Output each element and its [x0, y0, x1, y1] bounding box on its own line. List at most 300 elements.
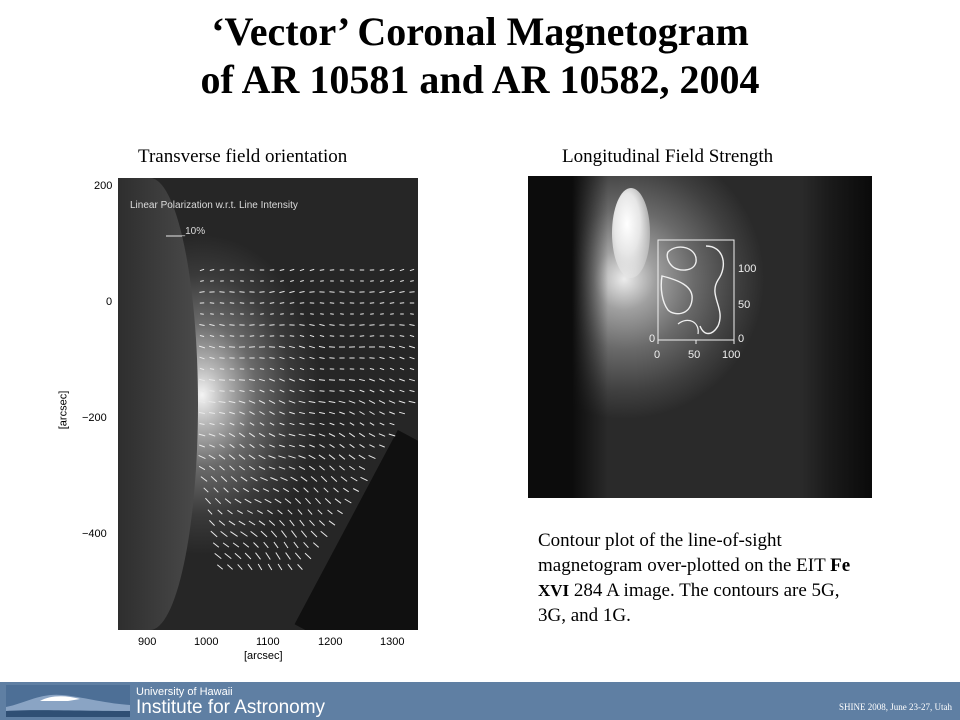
polarization-vector: [211, 476, 217, 481]
polarization-vector: [269, 434, 275, 437]
polarization-vector: [229, 433, 235, 436]
x-tick-label: 1200: [318, 636, 343, 648]
polarization-vector: [349, 433, 355, 437]
polarization-vector: [359, 325, 364, 326]
polarization-vector: [219, 521, 225, 526]
polarization-vector: [250, 390, 255, 391]
polarization-vector: [379, 401, 385, 404]
polarization-vector: [343, 488, 348, 492]
polarization-vector: [270, 390, 275, 392]
polarization-vector: [250, 444, 255, 447]
polarization-vector: [279, 467, 285, 469]
polarization-vector: [233, 488, 238, 492]
polarization-vector: [220, 423, 225, 425]
element-symbol: Fe: [830, 555, 851, 576]
polarization-vector: [200, 357, 205, 359]
polarization-vector: [221, 476, 227, 481]
polarization-vector: [259, 455, 266, 459]
polarization-vector: [259, 401, 265, 404]
polarization-vector: [329, 455, 335, 460]
polarization-image: [118, 178, 418, 630]
polarization-vector: [219, 434, 225, 437]
polarization-vector: [300, 423, 305, 424]
polarization-vector: [259, 379, 265, 381]
polarization-vector: [270, 478, 277, 481]
polarization-vector: [209, 346, 215, 348]
polarization-vector: [240, 444, 245, 447]
inset-left-tick-label: 0: [649, 333, 656, 345]
polarization-vector: [314, 488, 319, 493]
polarization-vector: [279, 379, 284, 381]
polarization-vector: [280, 314, 284, 315]
polarization-vector: [305, 498, 310, 504]
polarization-vector: [360, 390, 365, 392]
polarization-vector: [259, 521, 265, 525]
polarization-vector: [379, 412, 384, 415]
polarization-vector: [311, 531, 317, 537]
polarization-vector: [380, 270, 384, 271]
polarization-vector: [280, 357, 285, 358]
polarization-vector: [269, 358, 274, 359]
polarization-vector: [309, 401, 316, 402]
polarization-vector: [269, 400, 275, 403]
polarization-vector: [291, 531, 296, 538]
polarization-vector: [329, 347, 335, 348]
polarization-vector: [310, 281, 314, 282]
polarization-vector: [328, 510, 333, 514]
polarization-vector: [409, 346, 415, 348]
polarization-vector: [210, 391, 215, 392]
polarization-vector: [299, 434, 306, 436]
university-name: University of Hawaii: [136, 686, 233, 698]
polarization-vector: [270, 368, 274, 369]
polarization-vector: [280, 390, 285, 392]
polarization-vector: [240, 391, 245, 392]
polarization-vector: [310, 424, 315, 425]
polarization-vector: [390, 281, 394, 282]
polarization-vector: [295, 498, 300, 503]
polarization-vector: [235, 499, 241, 503]
polarization-vector: [266, 553, 271, 560]
polarization-vector: [205, 498, 210, 504]
slide-title-line-2: of AR 10581 and AR 10582, 2004: [200, 57, 760, 102]
polarization-vector: [209, 324, 214, 325]
polarization-vector: [230, 532, 237, 537]
polarization-vector: [210, 336, 214, 337]
polarization-vector: [239, 466, 244, 470]
polarization-vector: [219, 358, 224, 359]
polarization-vector: [337, 510, 342, 513]
polarization-vector: [410, 390, 415, 391]
polarization-vector: [410, 269, 414, 270]
x-tick-label: 1000: [194, 636, 219, 648]
polarization-vector: [264, 542, 269, 548]
polarization-vector: [310, 269, 314, 270]
polarization-vector: [325, 498, 331, 503]
polarization-vector: [400, 390, 405, 392]
polarization-vector: [239, 380, 245, 381]
polarization-vector: [228, 510, 233, 514]
polarization-vector: [390, 423, 395, 425]
polarization-vector: [380, 357, 385, 358]
polarization-vector: [270, 303, 274, 304]
polarization-vector: [369, 445, 374, 448]
contour-line: [678, 320, 698, 334]
polarization-vector: [201, 477, 207, 482]
polarization-vector: [298, 510, 302, 515]
polarization-vector: [215, 553, 222, 558]
polarization-vector: [245, 553, 251, 559]
polarization-vector: [281, 477, 288, 480]
polarization-vector: [319, 346, 325, 347]
polarization-vector: [299, 325, 304, 326]
polarization-vector: [251, 531, 258, 536]
polarization-vector: [339, 466, 344, 470]
mauna-kea-logo: [6, 685, 130, 717]
polarization-vector: [399, 412, 405, 414]
polarization-vector: [308, 510, 312, 515]
polarization-vector: [290, 390, 295, 392]
polarization-vector: [270, 314, 274, 315]
polarization-vector: [359, 401, 365, 404]
polarization-vector: [225, 499, 231, 504]
polarization-vector: [199, 455, 206, 458]
polarization-vector: [304, 542, 309, 547]
polarization-vector: [400, 357, 405, 359]
polarization-vector: [288, 564, 292, 570]
polarization-vector: [200, 424, 205, 425]
y-tick-label: −200: [82, 412, 107, 424]
polarization-vector: [369, 455, 376, 458]
polarization-vector: [239, 412, 244, 414]
polarization-vector: [260, 477, 267, 480]
polarization-vector: [400, 336, 404, 337]
polarization-vector: [275, 499, 281, 503]
polarization-scale-label: __10%: [174, 226, 206, 237]
polarization-vector: [350, 423, 354, 426]
polarization-vector: [270, 423, 274, 425]
polarization-vector: [369, 433, 375, 436]
polarization-vector: [289, 467, 295, 470]
polarization-vector: [254, 543, 259, 548]
polarization-vector: [253, 489, 259, 492]
polarization-vector: [319, 466, 324, 470]
polarization-vector: [278, 564, 282, 570]
polarization-vector: [298, 564, 303, 569]
polarization-vector: [255, 499, 262, 502]
polarization-vector: [290, 520, 295, 526]
polarization-vector: [295, 553, 300, 559]
polarization-vector: [310, 520, 315, 525]
polarization-vector: [280, 423, 285, 425]
polarization-vector: [379, 292, 384, 293]
y-tick-label: −400: [82, 528, 107, 540]
polarization-vector: [290, 423, 295, 424]
polarization-vector: [199, 412, 205, 413]
polarization-vector: [249, 433, 255, 437]
polarization-vector: [300, 357, 305, 359]
polarization-vector: [311, 477, 317, 482]
polarization-vector: [233, 543, 239, 547]
polarization-vector: [259, 433, 265, 436]
polarization-vector: [309, 434, 315, 436]
polarization-vector: [399, 325, 404, 326]
polarization-vector: [369, 358, 374, 359]
polarization-vector: [256, 553, 261, 560]
polarization-vector: [300, 336, 304, 337]
polarization-vector: [220, 336, 224, 337]
polarization-vector: [321, 531, 328, 536]
polarization-vector: [379, 445, 384, 447]
polarization-vector: [199, 325, 204, 326]
polarization-vector: [200, 368, 204, 369]
polarization-vector: [351, 477, 358, 481]
polarization-vector: [230, 423, 235, 425]
polarization-vector: [345, 499, 352, 503]
polarization-vector: [300, 368, 304, 369]
polarization-vector: [290, 336, 294, 337]
polarization-vector: [213, 543, 219, 548]
polarization-vector: [269, 467, 275, 469]
contour-line: [700, 246, 723, 334]
polarization-vector: [219, 325, 224, 326]
polarization-vector: [279, 445, 285, 447]
polarization-vector: [380, 423, 385, 425]
polarization-vector: [409, 401, 416, 402]
polarization-vector: [380, 314, 384, 315]
polarization-vector: [281, 531, 286, 538]
polarization-vector: [390, 368, 394, 370]
polarization-vector: [400, 303, 404, 304]
polarization-vector: [410, 335, 414, 336]
polarization-vector: [210, 423, 215, 424]
polarization-vector: [299, 379, 305, 381]
event-label: SHINE 2008, June 23-27, Utah: [839, 702, 952, 712]
polarization-vector: [231, 477, 237, 482]
polarization-vector: [280, 270, 284, 271]
polarization-vector: [273, 489, 279, 492]
polarization-vector: [247, 511, 252, 514]
polarization-vector: [209, 520, 214, 525]
polarization-vector: [318, 510, 322, 514]
polarization-vector: [260, 369, 264, 370]
polarization-vector: [329, 391, 334, 392]
polarization-vector: [199, 466, 205, 469]
polarization-vector: [335, 499, 341, 504]
polarization-vector: [219, 402, 226, 403]
polarization-vector: [269, 325, 274, 326]
polarization-vector: [319, 455, 325, 459]
polarization-vector: [399, 379, 405, 381]
polarization-vector: [300, 269, 304, 270]
polarization-vector: [409, 379, 415, 381]
polarization-vector: [269, 379, 275, 381]
polarization-vector: [410, 281, 414, 282]
polarization-vector: [261, 531, 267, 537]
polarization-vector: [210, 270, 214, 271]
polarization-vector: [359, 455, 365, 459]
polarization-vector: [290, 357, 295, 359]
polarization-vector: [349, 401, 355, 403]
polarization-vector: [239, 521, 245, 525]
polarization-vector: [258, 564, 262, 570]
polarization-vector: [239, 401, 245, 403]
polarization-vector: [214, 488, 219, 493]
polarization-vector: [324, 488, 329, 492]
polarization-vector: [329, 434, 335, 437]
polarization-vector: [239, 433, 245, 437]
polarization-vector: [299, 456, 306, 459]
polarization-vector: [289, 445, 295, 447]
polarization-vector: [225, 553, 232, 558]
polarization-vector: [269, 412, 274, 415]
polarization-vector: [400, 368, 404, 370]
polarization-vector: [220, 270, 224, 271]
polarization-vector: [210, 369, 214, 370]
polarization-vector: [245, 499, 252, 503]
polarization-vector: [319, 521, 324, 526]
institute-for-astronomy: Institute for Astronomy: [136, 697, 326, 718]
polarization-vector: [209, 445, 214, 447]
polarization-vector: [319, 434, 325, 436]
institute-name: [136, 686, 325, 718]
polarization-vector: [309, 325, 314, 326]
polarization-vector: [290, 281, 294, 282]
polarization-vector: [390, 357, 395, 359]
polarization-vector: [209, 402, 216, 403]
polarization-vector: [279, 412, 284, 414]
polarization-vector: [329, 412, 335, 414]
polarization-vector: [230, 444, 235, 447]
polarization-vector: [379, 379, 385, 381]
polarization-vector: [399, 401, 405, 403]
transverse-field-caption: Transverse field orientation: [138, 146, 348, 167]
polarization-vector: [210, 357, 215, 358]
polarization-vector: [263, 489, 269, 492]
inset-y-tick-label: 50: [738, 299, 751, 311]
polarization-vector: [209, 466, 214, 470]
polarization-vector: [265, 499, 272, 503]
eit-image-with-contours: [528, 176, 872, 498]
polarization-vector: [320, 303, 324, 304]
polarization-vector: [310, 357, 315, 358]
polarization-vector: [259, 325, 264, 326]
polarization-vector: [220, 314, 224, 315]
polarization-vector: [339, 455, 345, 460]
polarization-vector: [271, 531, 277, 537]
polarization-vector: [279, 401, 285, 404]
polarization-vector: [219, 347, 225, 348]
polarization-vector: [390, 303, 394, 304]
polarization-vector: [389, 434, 395, 436]
polarization-vector: [330, 303, 334, 304]
polarization-vector: [339, 433, 345, 437]
polarization-vector: [288, 510, 292, 514]
polarization-vector: [270, 281, 274, 282]
polarization-vector: [320, 270, 324, 271]
description-text-part-2: 284 A image. The contours are 5G, 3G, and 1G.: [538, 580, 840, 626]
polarization-vector: [243, 543, 249, 548]
polarization-vector: [399, 292, 404, 293]
polarization-vector: [285, 499, 291, 504]
inset-y-tick-label: 100: [738, 263, 757, 275]
polarization-vector: [410, 368, 414, 369]
polarization-vector: [319, 358, 324, 359]
polarization-vector: [269, 521, 275, 526]
polarization-vector: [278, 456, 285, 458]
polarization-vector: [283, 488, 289, 491]
y-tick-label: 200: [94, 180, 113, 192]
polarization-vector: [369, 325, 374, 326]
polarization-vector: [200, 269, 204, 270]
x-tick-label: 1300: [380, 636, 405, 648]
ionization-stage: XVI: [538, 581, 570, 600]
polarization-vector: [199, 434, 205, 436]
polarization-vector: [370, 369, 374, 370]
polarization-vector: [310, 369, 314, 370]
polarization-vector: [235, 553, 241, 558]
polarization-vector: [320, 423, 325, 424]
linear-polarization-label: Linear Polarization w.r.t. Line Intensity: [130, 200, 298, 211]
polarization-vector: [300, 281, 304, 282]
polarization-vector: [313, 543, 318, 548]
polarization-vector: [340, 391, 345, 392]
transverse-field-figure: [46, 172, 426, 664]
polarization-vector: [241, 532, 248, 537]
polarization-vector: [218, 510, 223, 514]
polarization-vector: [208, 510, 212, 515]
polarization-vector: [269, 292, 274, 293]
inset-x-tick-label: 100: [722, 349, 741, 361]
polarization-vector: [400, 281, 404, 282]
polarization-vector: [341, 477, 347, 482]
polarization-vector: [294, 542, 298, 548]
polarization-vector: [349, 466, 354, 470]
polarization-vector: [251, 477, 258, 481]
polarization-vector: [319, 402, 326, 403]
polarization-vector: [230, 303, 234, 304]
polarization-vector: [300, 390, 305, 391]
polarization-vector: [370, 390, 375, 392]
polarization-vector: [219, 412, 225, 413]
polarization-vector: [299, 401, 306, 403]
y-axis-label: [arcsec]: [57, 390, 70, 430]
polarization-vector: [280, 368, 284, 369]
polarization-vector: [278, 510, 283, 514]
polarization-vector: [330, 314, 334, 315]
polarization-vector: [215, 498, 220, 503]
polarization-vector: [389, 291, 394, 292]
polarization-vector: [268, 564, 272, 570]
polarization-vector: [299, 466, 305, 469]
polarization-vector: [390, 390, 395, 392]
polarization-vector: [380, 303, 384, 304]
polarization-vector: [229, 401, 236, 402]
inset-x-tick-label: 50: [688, 349, 701, 361]
polarization-vector: [286, 553, 291, 560]
polarization-vector: [360, 369, 364, 370]
polarization-vector: [309, 466, 315, 470]
polarization-vector: [315, 498, 320, 504]
polarization-vector: [300, 520, 305, 526]
polarization-vector: [331, 476, 337, 481]
polarization-vector: [259, 467, 265, 470]
polarization-vector: [200, 281, 204, 282]
polarization-vector: [229, 292, 234, 293]
polarization-vector: [290, 303, 294, 304]
polarization-vector: [230, 314, 234, 315]
polarization-vector: [219, 380, 225, 381]
